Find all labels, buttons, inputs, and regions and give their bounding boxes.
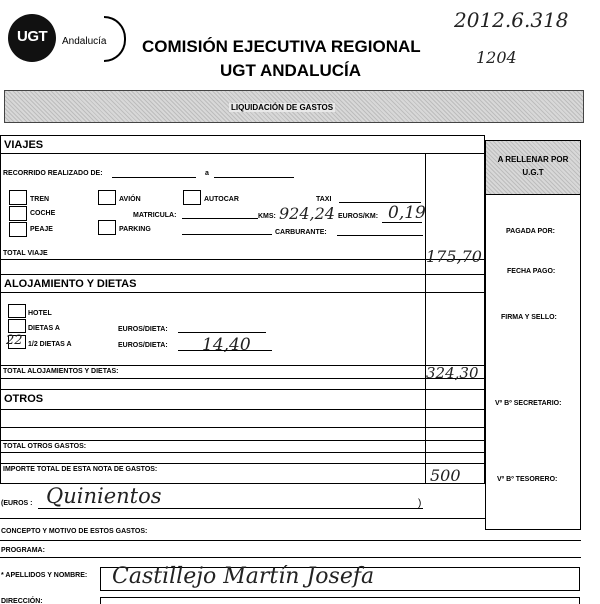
parking-field[interactable] — [182, 226, 272, 235]
peaje-checkbox[interactable] — [9, 222, 27, 237]
euros-dieta-field-1[interactable] — [178, 324, 266, 333]
matricula-label: MATRICULA: — [133, 212, 177, 219]
carburante-label: CARBURANTE: — [275, 229, 327, 236]
media-dietas-count: 22 — [6, 333, 23, 348]
coche-checkbox[interactable] — [9, 206, 27, 221]
total-otros-label: TOTAL OTROS GASTOS: — [3, 443, 87, 450]
parking-label: PARKING — [119, 226, 151, 233]
apellidos-value: Castillejo Martín Josefa — [112, 564, 375, 589]
importe-total-label: IMPORTE TOTAL DE ESTA NOTA DE GASTOS: — [3, 466, 158, 473]
recorrido-to-field[interactable] — [214, 168, 294, 178]
handwritten-reference: 2012.6.318 — [454, 8, 569, 32]
recorrido-label: RECORRIDO REALIZADO DE: — [3, 170, 103, 177]
recorrido-from-field[interactable] — [112, 168, 196, 178]
carburante-field[interactable] — [337, 227, 423, 236]
form-frame — [0, 135, 485, 484]
liquidacion-banner — [4, 90, 584, 123]
euros-dieta-value: 14,40 — [202, 335, 251, 355]
euros-dieta-label-1: EUROS/DIETA: — [118, 326, 168, 333]
title-line2: UGT ANDALUCÍA — [220, 61, 362, 80]
banner-title: LIQUIDACIÓN DE GASTOS — [231, 103, 334, 112]
euros-km-label: EUROS/KM: — [338, 213, 379, 220]
vb-secretario-label: Vº Bº SECRETARIO: — [495, 400, 562, 407]
euros-dieta-label-2: EUROS/DIETA: — [118, 342, 168, 349]
avion-checkbox[interactable] — [98, 190, 116, 205]
euros-close-label: ) — [418, 498, 422, 509]
coche-label: COCHE — [30, 210, 56, 217]
concepto-label: CONCEPTO Y MOTIVO DE ESTOS GASTOS: — [1, 528, 148, 535]
side-panel-header — [486, 141, 580, 195]
fecha-pago-label: FECHA PAGO: — [507, 268, 556, 275]
ugt-logo — [8, 14, 123, 64]
avion-label: AVIÓN — [119, 196, 141, 203]
dietas-label: DIETAS A — [28, 325, 60, 332]
total-viaje-label: TOTAL VIAJE — [3, 250, 48, 257]
euros-open-label: (EUROS : — [1, 500, 33, 507]
pagada-por-label: PAGADA POR: — [506, 228, 555, 235]
otros-title: OTROS — [4, 393, 44, 405]
logo-text: UGT — [17, 28, 48, 45]
dietas-checkbox[interactable] — [8, 319, 26, 333]
side-panel-header-text: A RELLENAR POR U.G.T — [497, 155, 569, 177]
taxi-label: TAXI — [316, 196, 332, 203]
tren-checkbox[interactable] — [9, 190, 27, 205]
direccion-field[interactable] — [100, 597, 580, 604]
viajes-title: VIAJES — [4, 139, 44, 151]
recorrido-a-label: a — [205, 170, 209, 177]
total-alojamiento-value: 324,30 — [426, 364, 479, 382]
kms-label: KMS: — [258, 213, 276, 220]
euros-km-value: 0,19 — [388, 203, 426, 223]
direccion-label: DIRECCIÓN: — [1, 598, 43, 604]
hotel-label: HOTEL — [28, 310, 52, 317]
media-dietas-label: 1/2 DIETAS A — [28, 341, 72, 348]
title-line1: COMISIÓN EJECUTIVA REGIONAL — [142, 37, 421, 56]
peaje-label: PEAJE — [30, 226, 53, 233]
total-viaje-value: 175,70 — [426, 247, 482, 266]
importe-total-value: 500 — [430, 466, 461, 485]
alojamiento-title: ALOJAMIENTO Y DIETAS — [4, 278, 137, 290]
logo-region: Andalucía — [62, 36, 107, 47]
programa-label: PROGRAMA: — [1, 547, 45, 554]
autocar-checkbox[interactable] — [183, 190, 201, 205]
total-alojamiento-label: TOTAL ALOJAMIENTOS Y DIETAS: — [3, 368, 119, 375]
apellidos-label: * APELLIDOS Y NOMBRE: — [1, 572, 88, 579]
kms-value: 924,24 — [279, 204, 335, 223]
ugt-side-panel — [485, 140, 581, 530]
firma-sello-label: FIRMA Y SELLO: — [501, 314, 557, 321]
tren-label: TREN — [30, 196, 50, 203]
handwritten-number: 1204 — [476, 48, 517, 67]
autocar-label: AUTOCAR — [204, 196, 239, 203]
taxi-field[interactable] — [339, 194, 421, 203]
hotel-checkbox[interactable] — [8, 304, 26, 318]
parking-checkbox[interactable] — [98, 220, 116, 235]
vb-tesorero-label: Vº Bº TESORERO: — [497, 476, 558, 483]
matricula-field[interactable] — [182, 209, 258, 219]
euros-text-value: Quinientos — [46, 484, 162, 508]
